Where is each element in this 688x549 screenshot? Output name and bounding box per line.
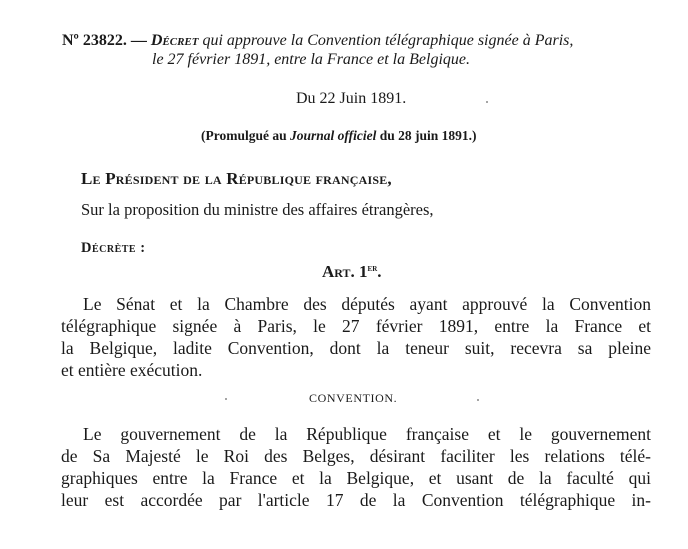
article-sup: er (367, 263, 378, 274)
article-text-line: la Belgique, ladite Convention, dont la teneur suit, recevra sa pleine (61, 338, 651, 358)
decree-date: Du 22 Juin 1891. (296, 90, 407, 107)
convention-text-line: Le gouvernement de la République française et le gouvernement (83, 424, 651, 444)
decree-heading-line-1 (62, 32, 573, 50)
promulgation-note (201, 128, 477, 144)
ink-speck (486, 101, 488, 103)
proposition-line: Sur la proposition du ministre des affaires étrangères, (81, 200, 434, 219)
promulgation-close: du 28 juin 1891.) (376, 128, 477, 143)
decree-heading-line-2: le 27 février 1891, entre la France et la Belgique. (152, 51, 470, 68)
convention-text-line: graphiques entre la France et la Belgique, et usant de la faculté qui (61, 468, 651, 488)
convention-heading: CONVENTION. (309, 391, 398, 405)
convention-text-line: leur est accordée par l'article 17 de la Convention télégraphique in- (61, 490, 651, 510)
article-text-line: et entière exécution. (61, 360, 203, 380)
article-paragraph (61, 293, 651, 381)
article-heading (322, 262, 382, 282)
decree-title-part-1: qui approuve la Convention télégraphique signée à Paris, (198, 32, 574, 49)
article-text-line: télégraphique signée à Paris, le 27 février 1891, entre la France et (61, 316, 651, 336)
decrete-line: Décrète : (81, 240, 146, 256)
article-suffix: . (377, 262, 382, 281)
president-line: Le Président de la République française, (81, 169, 392, 188)
ink-speck (477, 399, 479, 401)
article-label: Art. 1 (322, 262, 368, 281)
convention-paragraph (61, 423, 651, 511)
promulgation-open: (Promulgué au (201, 128, 291, 143)
decree-word: Décret (150, 32, 199, 49)
ink-speck (225, 398, 227, 400)
convention-text-line: de Sa Majesté le Roi des Belges, désirant faciliter les relations télé- (61, 446, 651, 466)
journal-name: Journal officiel (290, 128, 377, 143)
decree-number: Nº 23822. — (62, 32, 147, 49)
article-text-line: Le Sénat et la Chambre des députés ayant approuvé la Convention (83, 294, 651, 314)
